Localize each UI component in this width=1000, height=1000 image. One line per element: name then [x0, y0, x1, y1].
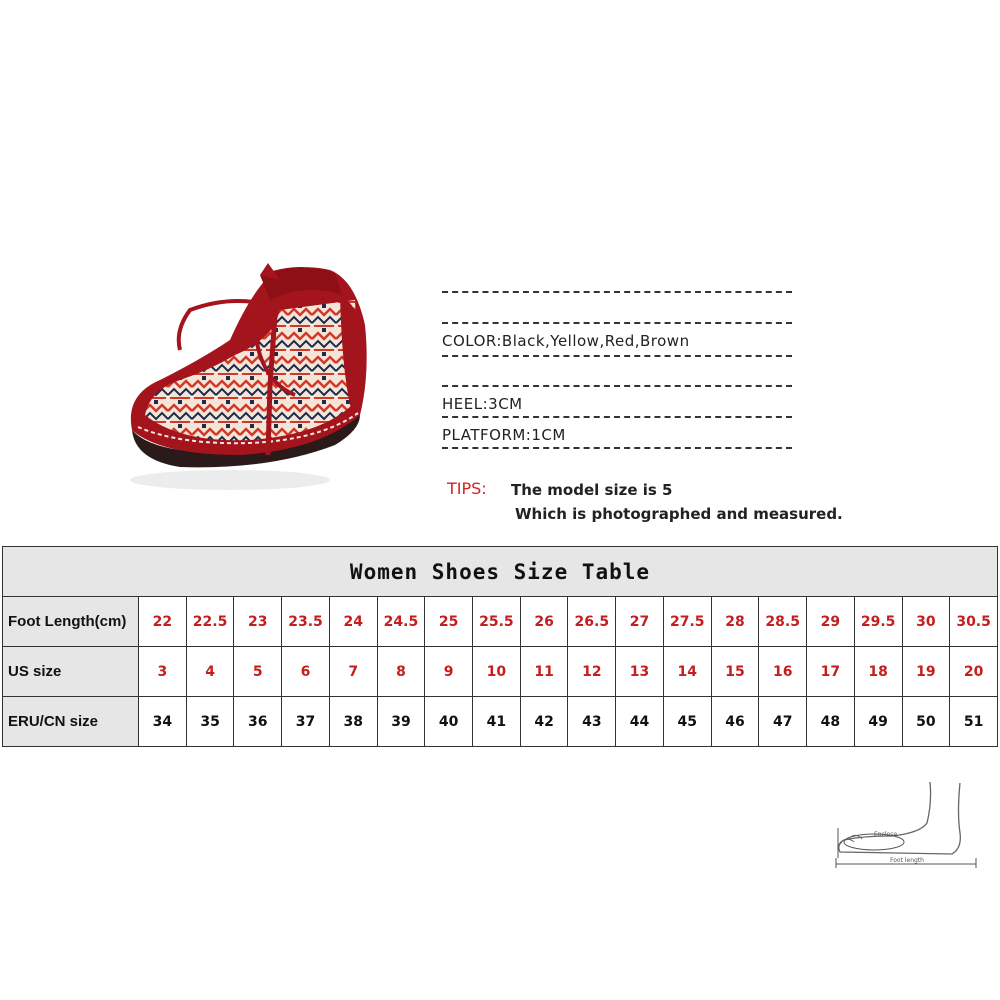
- size-cell: 13: [616, 647, 664, 697]
- size-cell: 4: [186, 647, 234, 697]
- size-cell: 24: [329, 597, 377, 647]
- size-cell: 18: [854, 647, 902, 697]
- row-header: Foot Length(cm): [3, 597, 139, 647]
- spec-color: COLOR:Black,Yellow,Red,Brown: [442, 332, 690, 350]
- size-cell: 49: [854, 697, 902, 747]
- divider: [442, 291, 792, 293]
- size-cell: 46: [711, 697, 759, 747]
- size-cell: 7: [329, 647, 377, 697]
- tips-label: TIPS:: [447, 479, 487, 498]
- size-cell: 22: [139, 597, 187, 647]
- foot-length-label: Foot length: [890, 857, 924, 864]
- size-cell: 37: [282, 697, 330, 747]
- size-cell: 15: [711, 647, 759, 697]
- size-cell: 26.5: [568, 597, 616, 647]
- size-cell: 44: [616, 697, 664, 747]
- divider: [442, 322, 792, 324]
- size-cell: 38: [329, 697, 377, 747]
- foot-length-row: [3, 597, 998, 647]
- divider: [442, 355, 792, 357]
- size-cell: 28.5: [759, 597, 807, 647]
- size-cell: 34: [139, 697, 187, 747]
- size-cell: 29: [807, 597, 855, 647]
- size-cell: 51: [950, 697, 998, 747]
- size-cell: 24.5: [377, 597, 425, 647]
- tips-line-1: The model size is 5: [511, 481, 673, 499]
- size-cell: 40: [425, 697, 473, 747]
- size-cell: 17: [807, 647, 855, 697]
- size-cell: 10: [473, 647, 521, 697]
- size-cell: 11: [520, 647, 568, 697]
- size-cell: 50: [902, 697, 950, 747]
- size-cell: 23.5: [282, 597, 330, 647]
- tips-line-2: Which is photographed and measured.: [515, 505, 843, 523]
- size-cell: 6: [282, 647, 330, 697]
- size-table-title: Women Shoes Size Table: [3, 547, 998, 597]
- size-cell: 30: [902, 597, 950, 647]
- spec-platform: PLATFORM:1CM: [442, 426, 566, 444]
- foot-outline: [839, 782, 961, 854]
- enclose-label: Enclose: [874, 831, 898, 838]
- row-header: ERU/CN size: [3, 697, 139, 747]
- size-cell: 22.5: [186, 597, 234, 647]
- us-size-row: [3, 647, 998, 697]
- size-cell: 5: [234, 647, 282, 697]
- size-cell: 35: [186, 697, 234, 747]
- size-cell: 12: [568, 647, 616, 697]
- size-cell: 19: [902, 647, 950, 697]
- divider: [442, 447, 792, 449]
- size-cell: 23: [234, 597, 282, 647]
- size-cell: 16: [759, 647, 807, 697]
- size-cell: 9: [425, 647, 473, 697]
- size-cell: 26: [520, 597, 568, 647]
- row-header: US size: [3, 647, 139, 697]
- size-cell: 25.5: [473, 597, 521, 647]
- size-cell: 20: [950, 647, 998, 697]
- divider: [442, 416, 792, 418]
- size-cell: 48: [807, 697, 855, 747]
- shoe-product-image: [120, 255, 370, 500]
- size-cell: 43: [568, 697, 616, 747]
- size-cell: 27: [616, 597, 664, 647]
- size-cell: 29.5: [854, 597, 902, 647]
- size-table-title-row: [3, 547, 998, 597]
- size-table: [2, 546, 998, 747]
- foot-measurement-diagram: [832, 778, 982, 870]
- size-cell: 47: [759, 697, 807, 747]
- size-cell: 14: [663, 647, 711, 697]
- eu-cn-size-row: [3, 697, 998, 747]
- spec-heel: HEEL:3CM: [442, 395, 523, 413]
- shoe-shadow: [130, 470, 330, 490]
- size-cell: 27.5: [663, 597, 711, 647]
- divider: [442, 385, 792, 387]
- size-cell: 39: [377, 697, 425, 747]
- size-cell: 36: [234, 697, 282, 747]
- size-cell: 41: [473, 697, 521, 747]
- size-cell: 28: [711, 597, 759, 647]
- size-cell: 42: [520, 697, 568, 747]
- size-cell: 3: [139, 647, 187, 697]
- size-cell: 25: [425, 597, 473, 647]
- size-cell: 30.5: [950, 597, 998, 647]
- size-cell: 45: [663, 697, 711, 747]
- size-cell: 8: [377, 647, 425, 697]
